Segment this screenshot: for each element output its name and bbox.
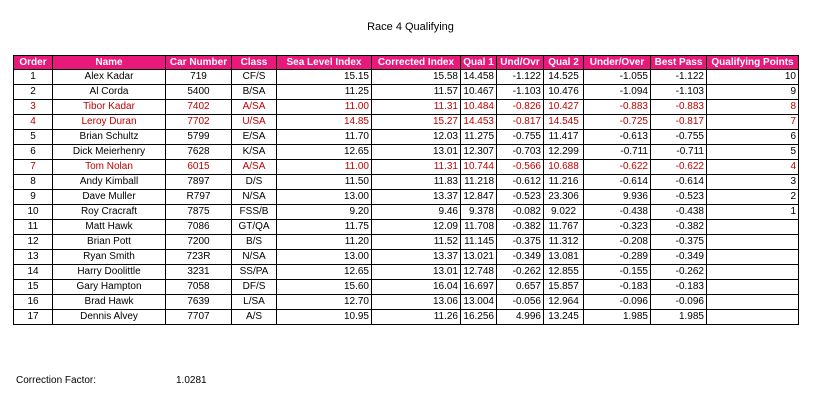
cell-corrected-index[interactable]: 15.58 <box>372 70 461 85</box>
cell-car-number[interactable]: 7707 <box>166 310 232 325</box>
cell-name[interactable]: Dick Meierhenry <box>53 145 166 160</box>
cell-order[interactable]: 7 <box>14 160 53 175</box>
header-car-number[interactable]: Car Number <box>166 56 232 70</box>
table-row <box>14 70 799 85</box>
cell-car-number[interactable]: 7086 <box>166 220 232 235</box>
cell-qual-2[interactable]: 10.476 <box>544 85 584 100</box>
cell-best-pass[interactable]: -0.523 <box>651 190 707 205</box>
header-order[interactable]: Order <box>14 56 53 70</box>
cell-class[interactable]: A/SA <box>232 100 277 115</box>
cell-order[interactable]: 4 <box>14 115 53 130</box>
cell-car-number[interactable]: 7200 <box>166 235 232 250</box>
header-qualifying-points[interactable]: Qualifying Points <box>707 56 799 70</box>
cell-und-ovr[interactable]: -0.523 <box>497 190 544 205</box>
cell-class[interactable]: K/SA <box>232 145 277 160</box>
cell-und-ovr[interactable]: -0.082 <box>497 205 544 220</box>
cell-qualifying-points[interactable] <box>707 310 799 325</box>
header-corrected-index[interactable]: Corrected Index <box>372 56 461 70</box>
cell-qualifying-points[interactable]: 4 <box>707 160 799 175</box>
cell-under-over[interactable]: -0.622 <box>584 160 651 175</box>
cell-order[interactable]: 1 <box>14 70 53 85</box>
header-qual-1[interactable]: Qual 1 <box>461 56 497 70</box>
cell-qualifying-points[interactable]: 6 <box>707 130 799 145</box>
cell-name[interactable]: Al Corda <box>53 85 166 100</box>
cell-class[interactable]: A/S <box>232 310 277 325</box>
cell-under-over[interactable]: -0.155 <box>584 265 651 280</box>
table-row <box>14 115 799 130</box>
cell-car-number[interactable]: 7639 <box>166 295 232 310</box>
cell-qual-2[interactable]: 15.857 <box>544 280 584 295</box>
cell-qualifying-points[interactable] <box>707 295 799 310</box>
cell-under-over[interactable]: -0.208 <box>584 235 651 250</box>
header-best-pass[interactable]: Best Pass <box>651 56 707 70</box>
cell-best-pass[interactable]: -0.382 <box>651 220 707 235</box>
cell-order[interactable]: 3 <box>14 100 53 115</box>
cell-order[interactable]: 12 <box>14 235 53 250</box>
table-body <box>14 70 799 325</box>
cell-qualifying-points[interactable]: 10 <box>707 70 799 85</box>
cell-qualifying-points[interactable] <box>707 265 799 280</box>
cell-qual-1[interactable]: 11.275 <box>461 130 497 145</box>
cell-sea-level-index[interactable]: 15.60 <box>277 280 372 295</box>
cell-under-over[interactable]: -1.094 <box>584 85 651 100</box>
table-row <box>14 235 799 250</box>
cell-corrected-index[interactable]: 11.26 <box>372 310 461 325</box>
cell-qualifying-points[interactable]: 9 <box>707 85 799 100</box>
header-und-ovr[interactable]: Und/Ovr <box>497 56 544 70</box>
cell-qualifying-points[interactable] <box>707 280 799 295</box>
table-row <box>14 265 799 280</box>
cell-qual-2[interactable]: 11.216 <box>544 175 584 190</box>
cell-sea-level-index[interactable]: 10.95 <box>277 310 372 325</box>
cell-under-over[interactable]: -1.055 <box>584 70 651 85</box>
cell-car-number[interactable]: 719 <box>166 70 232 85</box>
correction-factor-value[interactable]: 1.0281 <box>176 375 207 386</box>
cell-corrected-index[interactable]: 13.01 <box>372 145 461 160</box>
cell-qualifying-points[interactable]: 3 <box>707 175 799 190</box>
cell-car-number[interactable]: 7875 <box>166 205 232 220</box>
cell-sea-level-index[interactable]: 11.00 <box>277 100 372 115</box>
cell-sea-level-index[interactable]: 14.85 <box>277 115 372 130</box>
cell-order[interactable]: 5 <box>14 130 53 145</box>
cell-qualifying-points[interactable]: 8 <box>707 100 799 115</box>
cell-order[interactable]: 17 <box>14 310 53 325</box>
cell-qual-1[interactable]: 14.453 <box>461 115 497 130</box>
cell-qual-2[interactable]: 11.417 <box>544 130 584 145</box>
cell-name[interactable]: Ryan Smith <box>53 250 166 265</box>
cell-qual-2[interactable]: 11.767 <box>544 220 584 235</box>
cell-order[interactable]: 6 <box>14 145 53 160</box>
cell-class[interactable]: N/SA <box>232 190 277 205</box>
cell-und-ovr[interactable]: -0.056 <box>497 295 544 310</box>
table-row <box>14 220 799 235</box>
cell-qualifying-points[interactable]: 5 <box>707 145 799 160</box>
cell-qual-1[interactable]: 10.467 <box>461 85 497 100</box>
cell-qual-2[interactable]: 23.306 <box>544 190 584 205</box>
table-row <box>14 280 799 295</box>
cell-corrected-index[interactable]: 11.52 <box>372 235 461 250</box>
cell-car-number[interactable]: 7702 <box>166 115 232 130</box>
cell-qual-2[interactable]: 14.545 <box>544 115 584 130</box>
cell-car-number[interactable]: 6015 <box>166 160 232 175</box>
cell-class[interactable]: E/SA <box>232 130 277 145</box>
cell-name[interactable]: Tom Nolan <box>53 160 166 175</box>
cell-best-pass[interactable]: -0.883 <box>651 100 707 115</box>
cell-class[interactable]: N/SA <box>232 250 277 265</box>
cell-under-over[interactable]: -0.323 <box>584 220 651 235</box>
cell-qual-2[interactable]: 13.245 <box>544 310 584 325</box>
cell-sea-level-index[interactable]: 12.70 <box>277 295 372 310</box>
cell-sea-level-index[interactable]: 12.65 <box>277 265 372 280</box>
header-class[interactable]: Class <box>232 56 277 70</box>
cell-best-pass[interactable]: -1.122 <box>651 70 707 85</box>
cell-qual-1[interactable]: 16.256 <box>461 310 497 325</box>
cell-best-pass[interactable]: -0.711 <box>651 145 707 160</box>
cell-class[interactable]: GT/QA <box>232 220 277 235</box>
cell-class[interactable]: B/SA <box>232 85 277 100</box>
cell-under-over[interactable]: -0.614 <box>584 175 651 190</box>
cell-qual-2[interactable]: 12.964 <box>544 295 584 310</box>
cell-und-ovr[interactable]: -0.755 <box>497 130 544 145</box>
cell-car-number[interactable]: 5400 <box>166 85 232 100</box>
cell-order[interactable]: 16 <box>14 295 53 310</box>
cell-best-pass[interactable]: -0.438 <box>651 205 707 220</box>
cell-best-pass[interactable]: -0.183 <box>651 280 707 295</box>
sheet-title: Race 4 Qualifying <box>367 21 454 33</box>
cell-und-ovr[interactable]: -0.382 <box>497 220 544 235</box>
cell-class[interactable]: L/SA <box>232 295 277 310</box>
cell-car-number[interactable]: 723R <box>166 250 232 265</box>
table-row <box>14 310 799 325</box>
cell-class[interactable]: CF/S <box>232 70 277 85</box>
cell-qualifying-points[interactable]: 7 <box>707 115 799 130</box>
cell-sea-level-index[interactable]: 11.20 <box>277 235 372 250</box>
header-row <box>14 56 799 70</box>
cell-best-pass[interactable]: -0.375 <box>651 235 707 250</box>
table-row <box>14 100 799 115</box>
cell-sea-level-index[interactable]: 12.65 <box>277 145 372 160</box>
cell-und-ovr[interactable]: -0.703 <box>497 145 544 160</box>
cell-order[interactable]: 13 <box>14 250 53 265</box>
cell-corrected-index[interactable]: 11.83 <box>372 175 461 190</box>
cell-under-over[interactable]: -0.883 <box>584 100 651 115</box>
cell-qual-2[interactable]: 12.299 <box>544 145 584 160</box>
cell-best-pass[interactable]: -0.622 <box>651 160 707 175</box>
cell-und-ovr[interactable]: -1.103 <box>497 85 544 100</box>
cell-car-number[interactable]: 7628 <box>166 145 232 160</box>
cell-corrected-index[interactable]: 11.31 <box>372 100 461 115</box>
cell-und-ovr[interactable]: -0.612 <box>497 175 544 190</box>
cell-best-pass[interactable]: -0.755 <box>651 130 707 145</box>
cell-under-over[interactable]: -0.438 <box>584 205 651 220</box>
cell-name[interactable]: Brian Schultz <box>53 130 166 145</box>
table-row <box>14 295 799 310</box>
cell-qual-1[interactable]: 11.218 <box>461 175 497 190</box>
cell-under-over[interactable]: -0.711 <box>584 145 651 160</box>
cell-best-pass[interactable]: -0.817 <box>651 115 707 130</box>
cell-car-number[interactable]: 7897 <box>166 175 232 190</box>
correction-factor-label: Correction Factor: <box>16 375 97 386</box>
cell-qualifying-points[interactable] <box>707 220 799 235</box>
cell-name[interactable]: Roy Cracraft <box>53 205 166 220</box>
cell-qual-1[interactable]: 10.484 <box>461 100 497 115</box>
cell-qual-2[interactable]: 13.081 <box>544 250 584 265</box>
cell-sea-level-index[interactable]: 9.20 <box>277 205 372 220</box>
cell-under-over[interactable]: -0.096 <box>584 295 651 310</box>
cell-name[interactable]: Gary Hampton <box>53 280 166 295</box>
cell-und-ovr[interactable]: -1.122 <box>497 70 544 85</box>
cell-corrected-index[interactable]: 13.01 <box>372 265 461 280</box>
cell-best-pass[interactable]: -1.103 <box>651 85 707 100</box>
cell-corrected-index[interactable]: 13.37 <box>372 190 461 205</box>
cell-under-over[interactable]: -0.183 <box>584 280 651 295</box>
cell-car-number[interactable]: 7058 <box>166 280 232 295</box>
table-row <box>14 160 799 175</box>
cell-class[interactable]: B/S <box>232 235 277 250</box>
cell-qual-2[interactable]: 9.022 <box>544 205 584 220</box>
cell-name[interactable]: Dennis Alvey <box>53 310 166 325</box>
cell-corrected-index[interactable]: 12.09 <box>372 220 461 235</box>
cell-order[interactable]: 2 <box>14 85 53 100</box>
cell-qual-1[interactable]: 11.145 <box>461 235 497 250</box>
cell-corrected-index[interactable]: 13.06 <box>372 295 461 310</box>
cell-qual-1[interactable]: 12.307 <box>461 145 497 160</box>
cell-order[interactable]: 10 <box>14 205 53 220</box>
cell-best-pass[interactable]: -0.262 <box>651 265 707 280</box>
cell-corrected-index[interactable]: 13.37 <box>372 250 461 265</box>
cell-qual-1[interactable]: 16.697 <box>461 280 497 295</box>
cell-qual-1[interactable]: 11.708 <box>461 220 497 235</box>
cell-qual-1[interactable]: 14.458 <box>461 70 497 85</box>
cell-qual-1[interactable]: 9.378 <box>461 205 497 220</box>
cell-corrected-index[interactable]: 9.46 <box>372 205 461 220</box>
cell-under-over[interactable]: 9.936 <box>584 190 651 205</box>
qualifying-table <box>13 55 799 325</box>
cell-name[interactable]: Leroy Duran <box>53 115 166 130</box>
cell-qual-2[interactable]: 14.525 <box>544 70 584 85</box>
cell-sea-level-index[interactable]: 11.25 <box>277 85 372 100</box>
cell-qualifying-points[interactable]: 2 <box>707 190 799 205</box>
cell-sea-level-index[interactable]: 11.70 <box>277 130 372 145</box>
cell-qualifying-points[interactable] <box>707 235 799 250</box>
cell-class[interactable]: A/SA <box>232 160 277 175</box>
cell-qual-1[interactable]: 12.748 <box>461 265 497 280</box>
cell-qualifying-points[interactable] <box>707 250 799 265</box>
cell-order[interactable]: 8 <box>14 175 53 190</box>
cell-qual-2[interactable]: 11.312 <box>544 235 584 250</box>
table-row <box>14 175 799 190</box>
cell-und-ovr[interactable]: -0.566 <box>497 160 544 175</box>
cell-order[interactable]: 15 <box>14 280 53 295</box>
cell-best-pass[interactable]: -0.096 <box>651 295 707 310</box>
cell-order[interactable]: 11 <box>14 220 53 235</box>
cell-class[interactable]: FSS/B <box>232 205 277 220</box>
cell-car-number[interactable]: R797 <box>166 190 232 205</box>
cell-best-pass[interactable]: -0.614 <box>651 175 707 190</box>
cell-car-number[interactable]: 5799 <box>166 130 232 145</box>
cell-name[interactable]: Brad Hawk <box>53 295 166 310</box>
cell-und-ovr[interactable]: -0.826 <box>497 100 544 115</box>
cell-sea-level-index[interactable]: 15.15 <box>277 70 372 85</box>
header-sea-level-index[interactable]: Sea Level Index <box>277 56 372 70</box>
cell-und-ovr[interactable]: -0.817 <box>497 115 544 130</box>
cell-sea-level-index[interactable]: 11.50 <box>277 175 372 190</box>
cell-under-over[interactable]: 1.985 <box>584 310 651 325</box>
cell-name[interactable]: Harry Doolittle <box>53 265 166 280</box>
cell-name[interactable]: Brian Pott <box>53 235 166 250</box>
cell-class[interactable]: DF/S <box>232 280 277 295</box>
table-row <box>14 250 799 265</box>
cell-under-over[interactable]: -0.613 <box>584 130 651 145</box>
cell-und-ovr[interactable]: -0.262 <box>497 265 544 280</box>
header-qual-2[interactable]: Qual 2 <box>544 56 584 70</box>
cell-qual-1[interactable]: 13.021 <box>461 250 497 265</box>
cell-qual-1[interactable]: 10.744 <box>461 160 497 175</box>
cell-sea-level-index[interactable]: 13.00 <box>277 190 372 205</box>
cell-und-ovr[interactable]: 4.996 <box>497 310 544 325</box>
cell-qual-2[interactable]: 10.688 <box>544 160 584 175</box>
cell-sea-level-index[interactable]: 11.75 <box>277 220 372 235</box>
cell-qual-2[interactable]: 12.855 <box>544 265 584 280</box>
header-under-over[interactable]: Under/Over <box>584 56 651 70</box>
cell-car-number[interactable]: 7402 <box>166 100 232 115</box>
cell-corrected-index[interactable]: 16.04 <box>372 280 461 295</box>
cell-qualifying-points[interactable]: 1 <box>707 205 799 220</box>
cell-qual-2[interactable]: 10.427 <box>544 100 584 115</box>
cell-car-number[interactable]: 3231 <box>166 265 232 280</box>
cell-class[interactable]: U/SA <box>232 115 277 130</box>
cell-qual-1[interactable]: 13.004 <box>461 295 497 310</box>
cell-name[interactable]: Matt Hawk <box>53 220 166 235</box>
cell-under-over[interactable]: -0.289 <box>584 250 651 265</box>
cell-qual-1[interactable]: 12.847 <box>461 190 497 205</box>
table-row <box>14 130 799 145</box>
cell-order[interactable]: 14 <box>14 265 53 280</box>
cell-corrected-index[interactable]: 11.31 <box>372 160 461 175</box>
table-row <box>14 145 799 160</box>
cell-name[interactable]: Andy Kimball <box>53 175 166 190</box>
cell-und-ovr[interactable]: -0.375 <box>497 235 544 250</box>
cell-und-ovr[interactable]: -0.349 <box>497 250 544 265</box>
cell-name[interactable]: Tibor Kadar <box>53 100 166 115</box>
cell-best-pass[interactable]: -0.349 <box>651 250 707 265</box>
cell-under-over[interactable]: -0.725 <box>584 115 651 130</box>
cell-corrected-index[interactable]: 12.03 <box>372 130 461 145</box>
cell-order[interactable]: 9 <box>14 190 53 205</box>
table-row <box>14 205 799 220</box>
cell-name[interactable]: Dave Muller <box>53 190 166 205</box>
cell-class[interactable]: D/S <box>232 175 277 190</box>
table-row <box>14 85 799 100</box>
cell-sea-level-index[interactable]: 13.00 <box>277 250 372 265</box>
header-name[interactable]: Name <box>53 56 166 70</box>
table-row <box>14 190 799 205</box>
cell-und-ovr[interactable]: 0.657 <box>497 280 544 295</box>
cell-class[interactable]: SS/PA <box>232 265 277 280</box>
cell-sea-level-index[interactable]: 11.00 <box>277 160 372 175</box>
cell-corrected-index[interactable]: 15.27 <box>372 115 461 130</box>
cell-best-pass[interactable]: 1.985 <box>651 310 707 325</box>
cell-corrected-index[interactable]: 11.57 <box>372 85 461 100</box>
cell-name[interactable]: Alex Kadar <box>53 70 166 85</box>
